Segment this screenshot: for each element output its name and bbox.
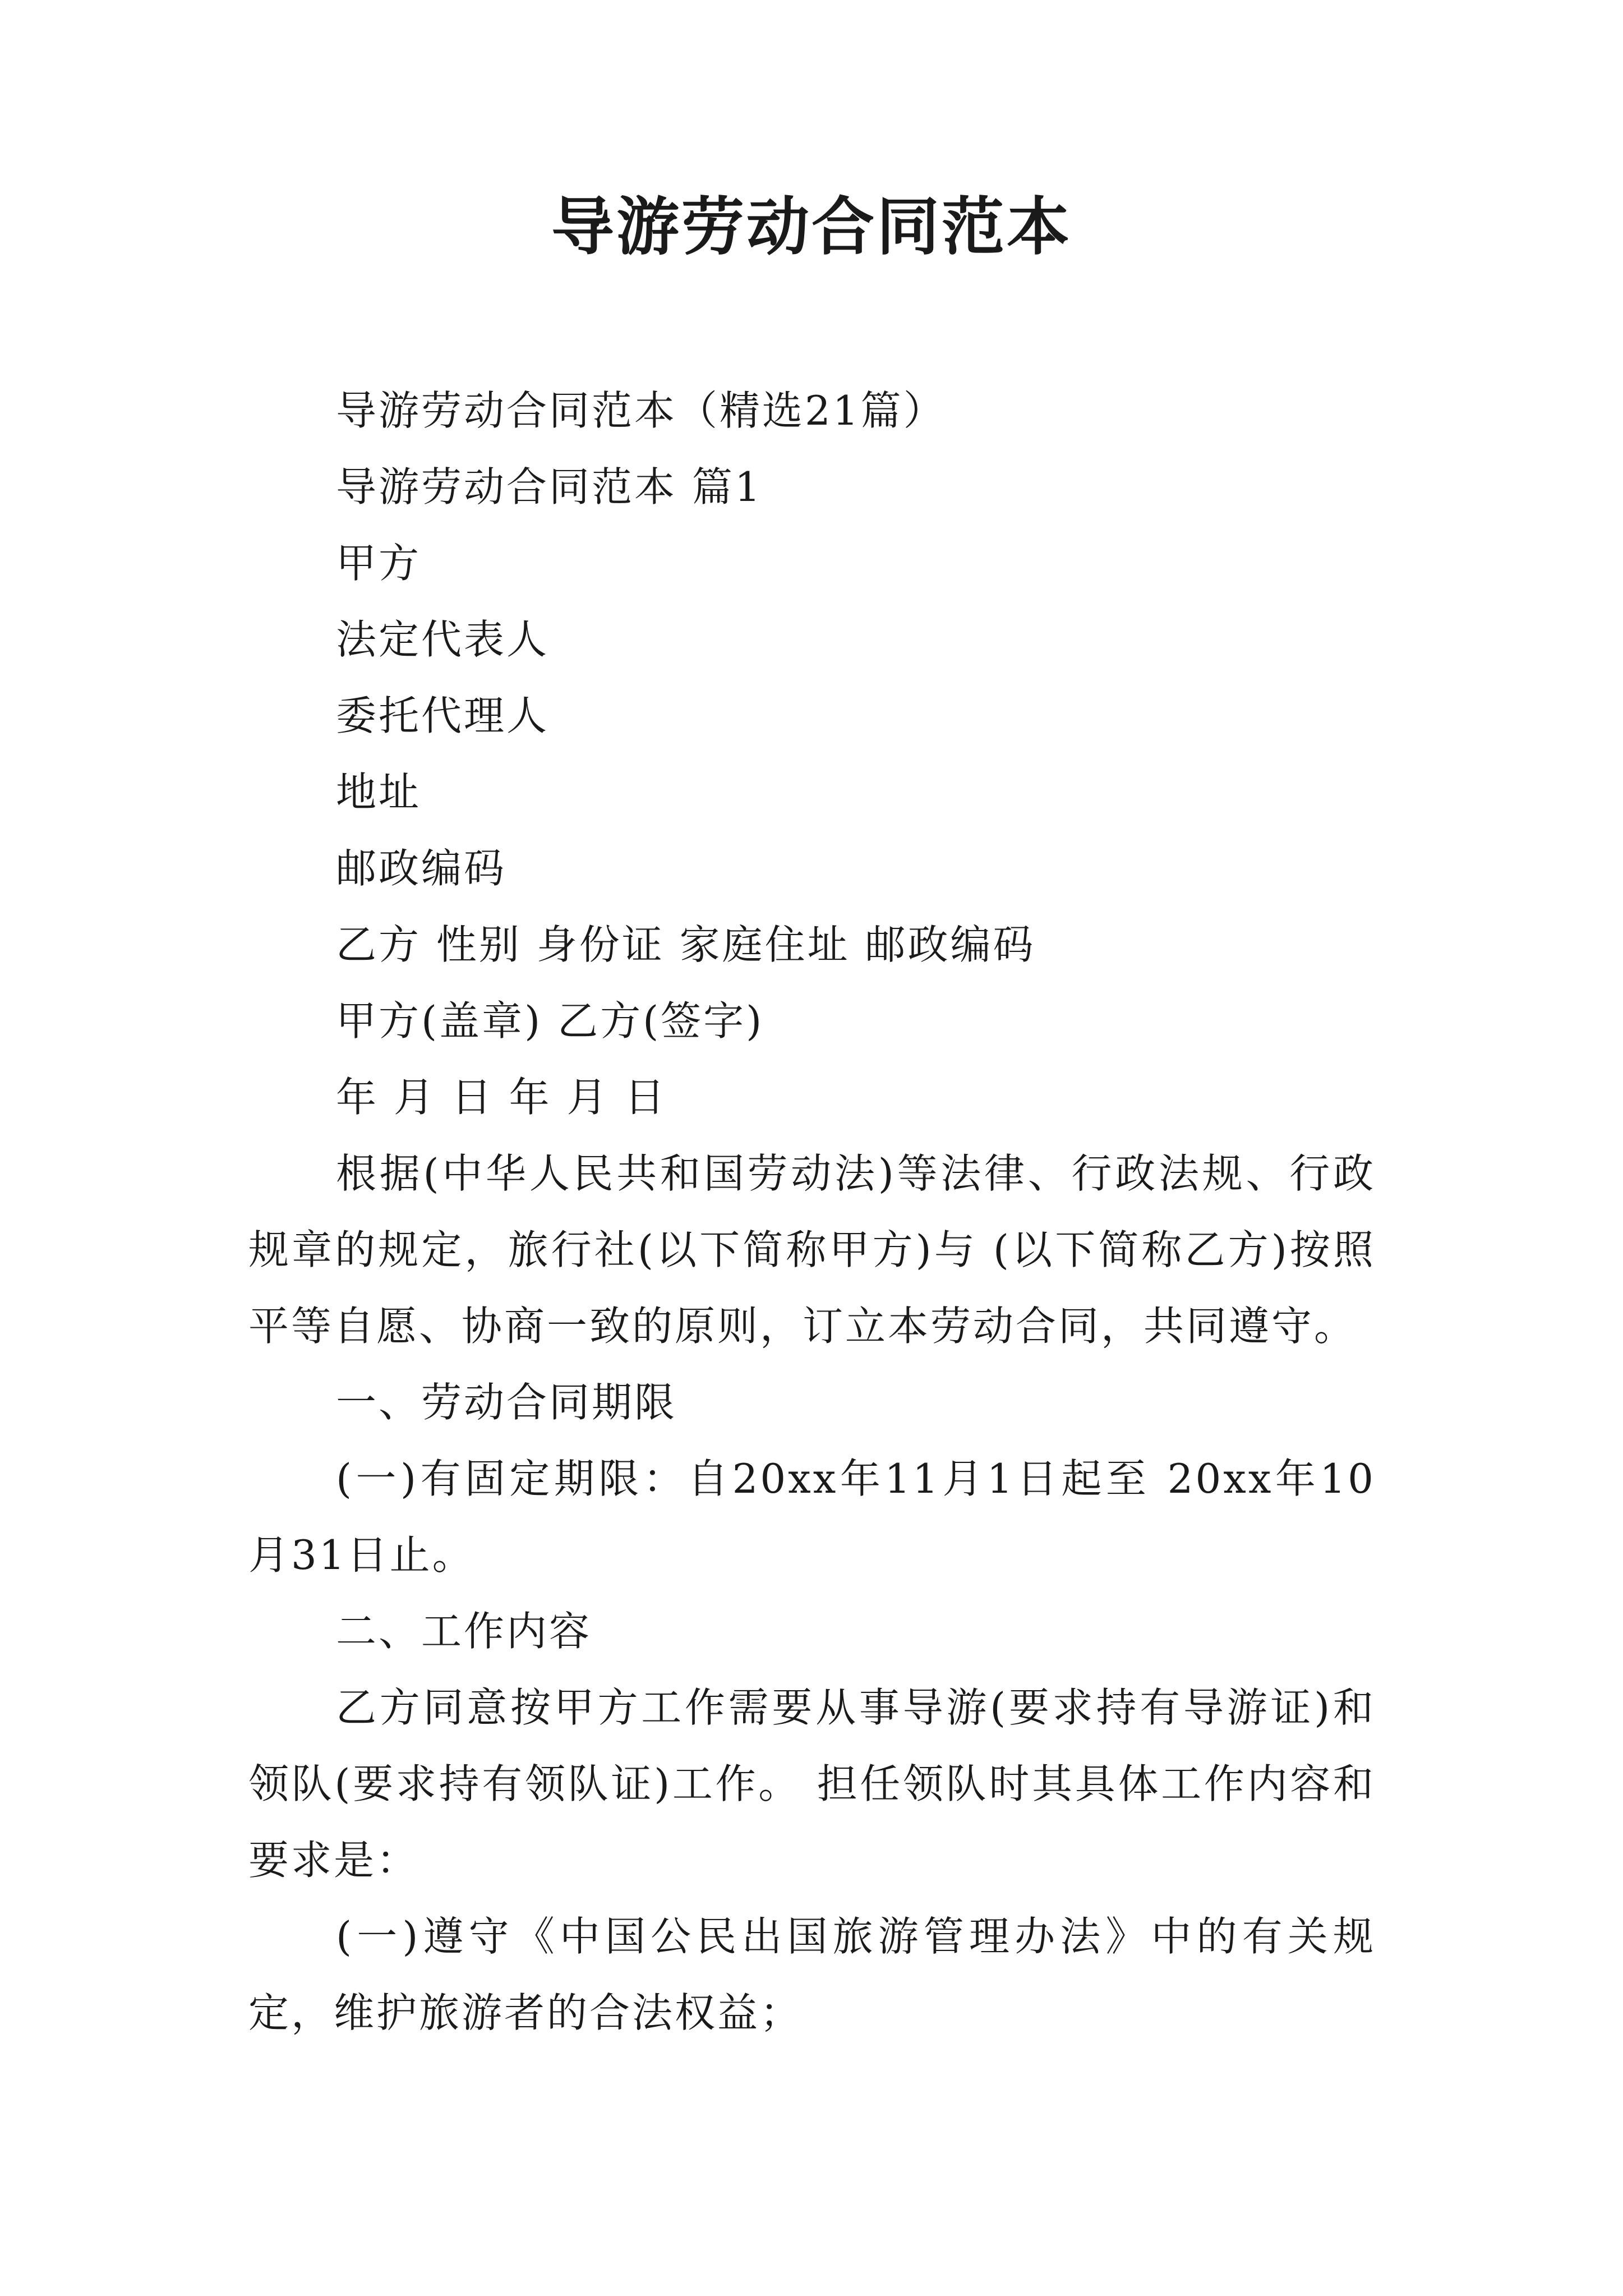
section-heading: 导游劳动合同范本 篇1 [336,463,763,510]
intro-paragraph: 根据(中华人民共和国劳动法)等法律、行政法规、行政规章的规定，旅行社(以下简称甲方)与 (以下简称乙方)按照平等自愿、协商一致的原则，订立本劳动合同，共同遵守。 [248,1150,1376,1350]
address-label: 地址 [336,769,422,816]
subtitle-line: 导游劳动合同范本（精选21篇） [336,387,946,434]
document-title: 导游劳动合同范本 [551,190,1072,264]
signature-labels: 甲方(盖章) 乙方(签字) [336,997,764,1045]
document-body [248,372,1376,2051]
clause-2-body: 乙方同意按甲方工作需要从事导游(要求持有导游证)和领队(要求持有领队证)工作。 担任领队时其具体工作内容和要求是： [248,1684,1376,1884]
party-a-label: 甲方 [336,540,422,587]
authorized-agent-label: 委托代理人 [336,692,550,739]
clause-1-item-1: (一)有固定期限：自20xx年11月1日起至 20xx年10月31日止。 [248,1455,1376,1579]
party-b-fields: 乙方 性别 身份证 家庭住址 邮政编码 [336,921,1036,968]
date-labels: 年 月 日 年 月 日 [336,1074,667,1121]
clause-1-heading: 一、劳动合同期限 [336,1379,677,1426]
postcode-label: 邮政编码 [336,845,507,892]
legal-representative-label: 法定代表人 [336,616,550,663]
clause-2-item-1: (一)遵守《中国公民出国旅游管理办法》中的有关规定，维护旅游者的合法权益； [248,1913,1376,2036]
clause-2-heading: 二、工作内容 [336,1608,592,1655]
